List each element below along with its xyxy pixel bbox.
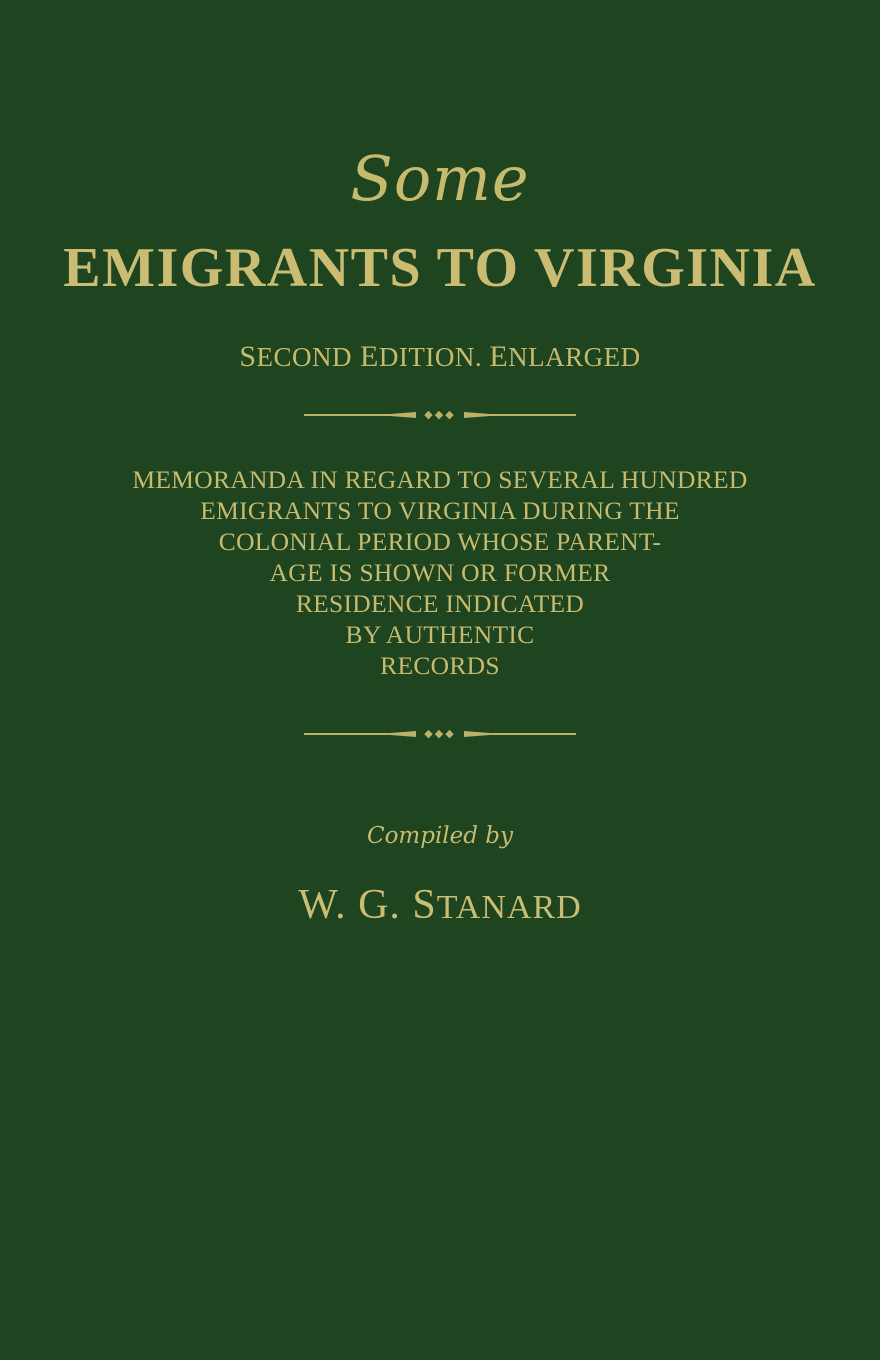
compiled-by-label: Compiled by	[366, 823, 514, 849]
edition-separator: .	[474, 342, 490, 372]
divider-dots: ◆◆◆	[424, 728, 456, 740]
subtitle-line: RESIDENCE INDICATED	[295, 589, 585, 618]
author-surname-rest: TANARD	[436, 889, 582, 926]
ornament-divider-top	[304, 408, 576, 422]
divider-bar-right	[468, 733, 576, 735]
page-title: EMIGRANTS TO VIRGINIA	[63, 237, 817, 299]
divider-dots: ◆◆◆	[424, 409, 456, 421]
subtitle-line: RECORDS	[380, 651, 500, 680]
edition-enlarged-initial: E	[489, 340, 509, 373]
subtitle-line: MEMORANDA IN REGARD TO SEVERAL HUNDRED	[132, 465, 748, 494]
author-initials: W. G.	[298, 882, 413, 928]
author-name	[0, 881, 880, 929]
edition-enlarged-rest: NLARGED	[508, 342, 641, 372]
subtitle-line: AGE IS SHOWN OR FORMER	[269, 558, 611, 587]
subtitle-line: COLONIAL PERIOD WHOSE PARENT-	[218, 527, 662, 556]
title-script: Some	[350, 142, 530, 215]
ornament-divider-bottom	[304, 727, 576, 741]
subtitle-line: EMIGRANTS TO VIRGINIA DURING THE	[200, 496, 680, 525]
subtitle-line: BY AUTHENTIC	[345, 620, 535, 649]
subtitle-block	[0, 464, 880, 681]
edition-second-rest: ECOND	[256, 342, 353, 372]
divider-bar-right	[468, 414, 576, 416]
edition-edition-initial: E	[352, 340, 379, 373]
author-surname-initial: S	[412, 882, 437, 928]
edition-line	[0, 340, 880, 374]
edition-second-initial: S	[239, 340, 257, 373]
edition-edition-rest: DITION	[378, 342, 475, 372]
